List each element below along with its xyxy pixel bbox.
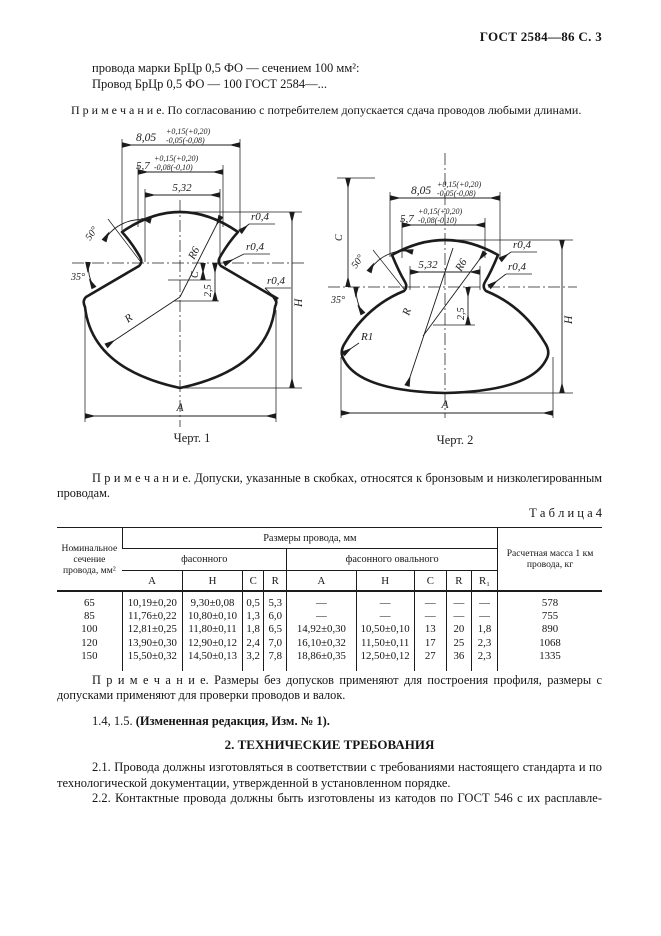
cell: 12,81±0,25 [122,623,182,636]
radius-r6-label: R6 [453,256,470,274]
cell: 2,3 [471,650,497,663]
cell: — [287,591,356,610]
cell: 120 [81,636,98,649]
cell: 890 [498,623,602,636]
cell: — [287,610,356,623]
dim-a-label: А [176,402,184,414]
col-header-r: R [264,571,287,592]
cell: 10,50±0,10 [356,623,414,636]
cell: 13,90±0,30 [122,637,182,650]
cell: 3,2 [243,650,264,663]
dim-532-label: 5,32 [172,182,192,194]
dim-25-label: 2,5 [456,307,467,320]
dim-805-tol-plus: +0,15(+0,20) [166,127,211,136]
table-row [57,623,602,636]
col-header-a-oval: А [287,571,356,592]
radius-r-label: R [400,306,414,317]
dim-57-tol-minus: -0,08(-0,10) [154,163,193,172]
dim-57-tol-plus: +0,15(+0,20) [418,207,463,216]
cell: 18,86±0,35 [287,650,356,663]
cell: 17 [414,637,446,650]
figure2-caption: Черт. 2 [436,433,474,447]
cell: 1,3 [243,610,264,623]
dim-805-label: 8,05 [136,132,157,144]
radius-r04-low-label: r0,4 [267,275,286,287]
cell: 6,5 [264,623,287,636]
amendment-prefix: 1.4, 1.5. [92,714,136,728]
col-header-c-oval: С [414,571,446,592]
paragraph-2-1: 2.1. Провода должны изготовляться в соответствии с требованиями настоящего стандарта и по технологической документации, утвержденной в установленном порядке. [57,760,602,790]
col-header-a: А [148,574,156,587]
dimensions-table [57,527,602,671]
col-header-shaped: фасонного [122,549,287,571]
cell: — [471,610,497,623]
cell: 25 [446,637,471,650]
cell: 1335 [498,650,602,663]
cell: — [356,610,414,623]
note-profile-sizes: П р и м е ч а н и е. Размеры без допусков применяют для построения профиля, размеры с допусками применяют для проверки проводов и валок. [57,673,602,702]
cell: 11,80±0,11 [182,623,242,636]
cell: — [356,591,414,610]
cell: 14,50±0,13 [182,650,242,663]
dim-805-label: 8,05 [411,185,432,197]
dim-h-label: Н [563,315,575,324]
dim-c-label: С [190,271,201,278]
dim-805-tol-minus: -0,05(-0,08) [166,136,205,145]
dim-h-label: Н [293,298,305,307]
radius-r1-label: R1 [361,331,374,343]
dim-57-tol-minus: -0,08(-0,10) [418,216,457,225]
cell: — [471,591,497,610]
col-header-c: С [243,571,264,592]
radius-r04-low-label: r0,4 [508,261,527,273]
cell: 12,90±0,12 [182,637,242,650]
cell: 0,5 [243,591,264,610]
cell: 20 [446,623,471,636]
table-header-row-1 [57,528,602,549]
cell: 5,3 [264,591,287,610]
figure-chert-1 [70,115,320,450]
paragraph-2-2: 2.2. Контактные провода должны быть изготовлены из катодов по ГОСТ 546 с их расплавле- [92,791,602,805]
table-row-tail [57,663,602,671]
dim-805-tol-minus: -0,05(-0,08) [437,189,476,198]
table-title: Т а б л и ц а 4 [529,506,602,520]
cell: 65 [83,597,95,609]
page-header: ГОСТ 2584—86 С. 3 [479,29,602,44]
cell: 10,80±0,10 [182,610,242,623]
cell: 11,50±0,11 [356,637,414,650]
table-row [57,610,602,623]
cell: 12,50±0,12 [356,650,414,663]
cell: 13 [414,623,446,636]
col-header-h-oval: Н [356,571,414,592]
angle-50-label: 50° [83,224,101,243]
col-header-mass: Расчетная масса 1 км провода, кг [498,528,602,592]
col-header-r1-oval: R₁ [471,571,497,592]
amendment-line [92,714,602,729]
dim-57-label: 5,7 [400,213,414,225]
col-header-h: Н [182,571,242,592]
dim-a-label: А [441,399,449,411]
intro-paragraph [92,61,604,92]
cell: 7,8 [264,650,287,663]
radius-r04-top-label: r0,4 [513,239,532,251]
radius-r04-mid-label: r0,4 [246,241,265,253]
note-tolerances: П р и м е ч а н и е. Допуски, указанные в скобках, относятся к бронзовым и низколегированным проводам. [57,471,602,500]
section-title: 2. ТЕХНИЧЕСКИЕ ТРЕБОВАНИЯ [224,737,435,752]
dim-532-label: 5,32 [418,259,438,271]
radius-r6-label: R6 [186,244,203,262]
dim-57-label: 5,7 [136,160,150,172]
cell: 100 [81,623,98,636]
cell: — [446,591,471,610]
cell: 1,8 [471,623,497,636]
cell: 14,92±0,30 [287,623,356,636]
cell: 150 [81,649,98,662]
intro-line-2: Провод БрЦр 0,5 ФО — 100 ГОСТ 2584—... [92,76,328,91]
cell: 2,3 [471,637,497,650]
radius-r-label: R [122,311,136,326]
note-lengths: П р и м е ч а н и е. По согласованию с потребителем допускается сдача проводов любыми длинами. [71,103,582,117]
cell: 7,0 [264,637,287,650]
cell: 2,4 [243,637,264,650]
col-header-nominal-section: Номинальное сечение провода, мм² [61,542,118,576]
amendment-bold: (Измененная редакция, Изм. № 1). [135,714,330,728]
dim-25-label: 2,5 [203,284,214,297]
cell: 9,30±0,08 [182,591,242,610]
figure1-caption: Черт. 1 [173,431,211,445]
cell: 36 [446,650,471,663]
dim-c-label: С [334,234,345,241]
angle-35-label: 35° [331,295,345,306]
dim-57-tol-plus: +0,15(+0,20) [154,154,199,163]
table-row [57,650,602,663]
cell: 755 [498,610,602,623]
cell: 578 [498,591,602,610]
cell: 11,76±0,22 [122,610,182,623]
cell: — [414,591,446,610]
col-header-r-oval: R [446,571,471,592]
radius-r04-top-label: r0,4 [251,211,270,223]
col-header-shaped-oval: фасонного овального [287,549,498,571]
figure-chert-2 [325,150,615,460]
table-row [57,591,602,610]
angle-35-label: 35° [71,272,85,283]
cell: — [414,610,446,623]
cell: 6,0 [264,610,287,623]
cell: 10,19±0,20 [122,591,182,610]
col-header-sizes: Размеры провода, мм [122,528,497,549]
cell: 15,50±0,32 [122,650,182,663]
angle-50-label: 50° [349,252,367,271]
cell: 27 [414,650,446,663]
cell: — [446,610,471,623]
cell: 1,8 [243,623,264,636]
cell: 85 [83,610,95,623]
cell: 1068 [498,637,602,650]
dim-805-tol-plus: +0,15(+0,20) [437,180,482,189]
intro-line-1: провода марки БрЦр 0,5 ФО — сечением 100 мм²: [92,61,360,75]
cell: 16,10±0,32 [287,637,356,650]
table-row [57,637,602,650]
